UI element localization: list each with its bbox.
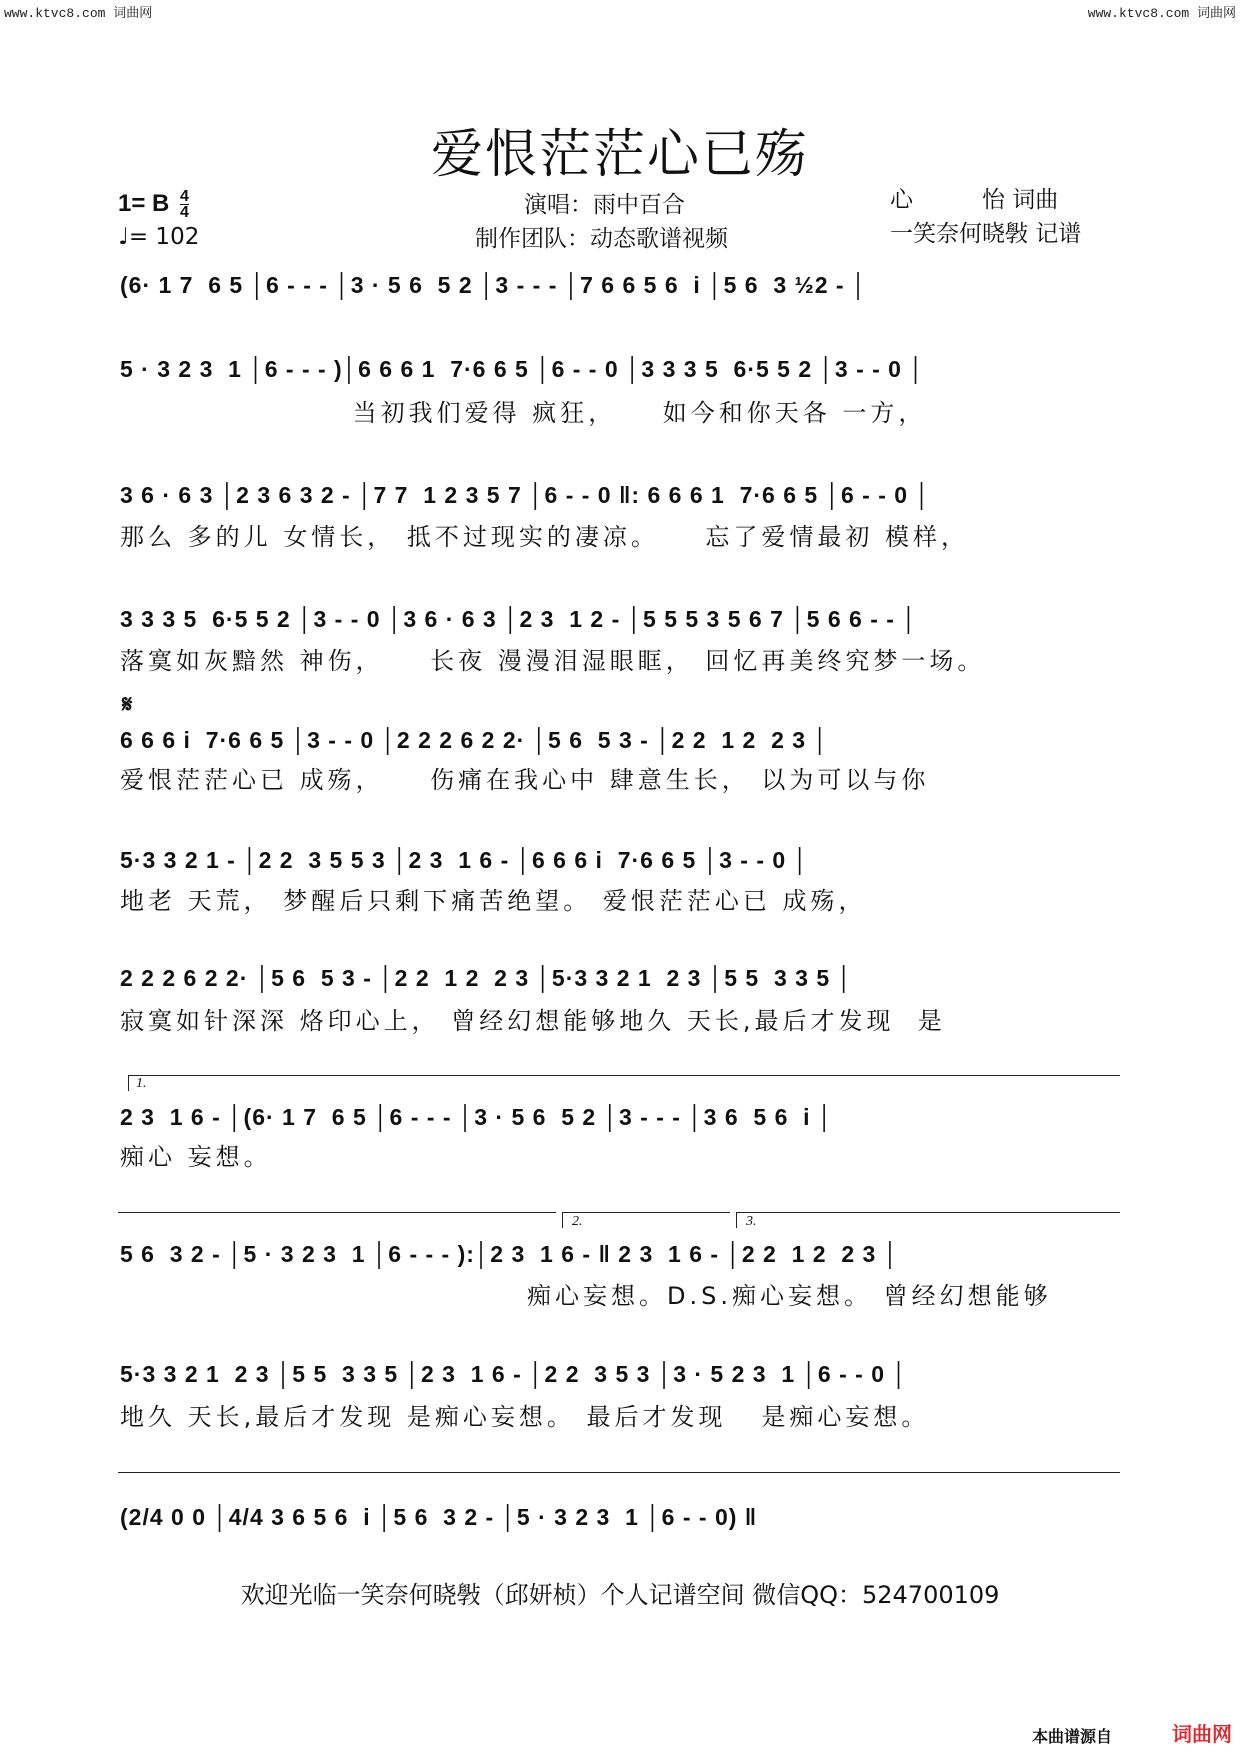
volta-2-bracket [562, 1212, 730, 1213]
tempo: ♩= 102 [118, 224, 200, 250]
volta-1-number: 1. [136, 1076, 147, 1091]
lyricist-composer: 心 怡 词曲 [890, 187, 1059, 213]
score-line-9-lyrics: 痴心妄想。D.S.痴心妄想。 曾经幻想能够 [120, 1282, 1052, 1310]
score-line-5-notes: 6 6 6 i 7·6 6 5 │3 - - 0 │2 2 2 6 2 2· │5 6 5 3 - │2 2 1 2 2 3 │ [120, 727, 829, 753]
score-line-2-notes: 5 · 3 2 3 1 │6 - - - )│6 6 6 1 7·6 6 5 │6 - - 0 │3 3 3 5 6·5 5 2 │3 - - 0 │ [120, 356, 925, 382]
score-line-5-lyrics: 爱恨茫茫心已 成殇， 伤痛在我心中 肆意生长， 以为可以与你 [120, 766, 930, 794]
transcriber: 一笑奈何晓斅 记谱 [890, 221, 1082, 247]
score-line-3-lyrics: 那么 多的儿 女情长， 抵不过现实的凄凉。 忘了爱情最初 模样， [120, 523, 970, 551]
score-line-10-lyrics: 地久 天长,最后才发现 是痴心妄想。 最后才发现 是痴心妄想。 [120, 1403, 930, 1431]
time-bottom: 4 [180, 204, 189, 221]
key-signature [118, 189, 189, 220]
time-top: 4 [180, 188, 189, 205]
repeat-bracket [118, 1212, 556, 1213]
key-label: 1= B [118, 189, 170, 217]
score-line-8-notes: 2 3 1 6 - │(6· 1 7 6 5 │6 - - - │3 · 5 6 5 2 │3 - - - │3 6 5 6 i │ [120, 1104, 834, 1130]
score-line-9-notes: 5 6 3 2 - │5 · 3 2 3 1 │6 - - - ):│2 3 1 6 - ‖ 2 3 1 6 - │2 2 1 2 2 3 │ [120, 1241, 900, 1267]
volta-2-tick [562, 1212, 563, 1228]
score-line-7-notes: 2 2 2 6 2 2· │5 6 5 3 - │2 2 1 2 2 3 │5·3 3 2 1 2 3 │5 5 3 3 5 │ [120, 965, 853, 991]
segno-sign: 𝄋 [122, 690, 133, 718]
volta-3-tick [736, 1212, 737, 1228]
site-url-left[interactable]: www.ktvc8.com 词曲网 [4, 6, 153, 21]
welcome-message: 欢迎光临一笑奈何晓斅（邱妍桢）个人记谱空间 微信QQ：524700109 [240, 1581, 1000, 1609]
site-logo[interactable]: 词曲网 [1172, 1722, 1232, 1746]
score-line-6-lyrics: 地老 天荒， 梦醒后只剩下痛苦绝望。 爱恨茫茫心已 成殇， [120, 887, 867, 915]
volta-2-number: 2. [572, 1214, 583, 1229]
production-team: 制作团队：动态歌谱视频 [475, 226, 728, 252]
score-line-4-lyrics: 落寞如灰黯然 神伤， 长夜 漫漫泪湿眼眶， 回忆再美终究梦一场。 [120, 647, 986, 675]
score-line-8-lyrics: 痴心 妄想。 [120, 1143, 272, 1171]
score-line-6-notes: 5·3 3 2 1 - │2 2 3 5 5 3 │2 3 1 6 - │6 6 6 i 7·6 6 5 │3 - - 0 │ [120, 847, 809, 873]
score-line-3-notes: 3 6 · 6 3 │2 3 6 3 2 - │7 7 1 2 3 5 7 │6 - - 0 ‖: 6 6 6 1 7·6 6 5 │6 - - 0 │ [120, 482, 931, 508]
site-url-right[interactable]: www.ktvc8.com 词曲网 [1087, 6, 1236, 21]
score-line-11-notes: (2/4 0 0 │4/4 3 6 5 6 i │5 6 3 2 - │5 · 3 2 3 1 │6 - - 0) ‖ [120, 1504, 758, 1530]
volta-1-bracket [128, 1075, 1120, 1076]
song-title: 爱恨茫茫心已殇 [430, 125, 809, 185]
source-label: 本曲谱源自 [1031, 1727, 1112, 1746]
coda-bracket [118, 1472, 1120, 1473]
score-line-4-notes: 3 3 3 5 6·5 5 2 │3 - - 0 │3 6 · 6 3 │2 3 1 2 - │5 5 5 3 5 6 7 │5 6 6 - - │ [120, 606, 918, 632]
score-line-2-lyrics: 当初我们爱得 疯狂， 如今和你天各 一方， [120, 399, 927, 427]
time-signature [180, 189, 189, 220]
volta-3-number: 3. [746, 1214, 757, 1229]
volta-3-bracket [736, 1212, 1120, 1213]
score-line-1-notes: (6· 1 7 6 5 │6 - - - │3 · 5 6 5 2 │3 - - - │7 6 6 5 6 i │5 6 3 ½2 - │ [120, 272, 868, 298]
volta-1-tick [128, 1075, 129, 1091]
singer: 演唱：雨中百合 [524, 192, 685, 218]
score-line-7-lyrics: 寂寞如针深深 烙印心上， 曾经幻想能够地久 天长,最后才发现 是 [120, 1007, 946, 1035]
score-line-10-notes: 5·3 3 2 1 2 3 │5 5 3 3 5 │2 3 1 6 - │2 2 3 5 3 │3 · 5 2 3 1 │6 - - 0 │ [120, 1361, 908, 1387]
